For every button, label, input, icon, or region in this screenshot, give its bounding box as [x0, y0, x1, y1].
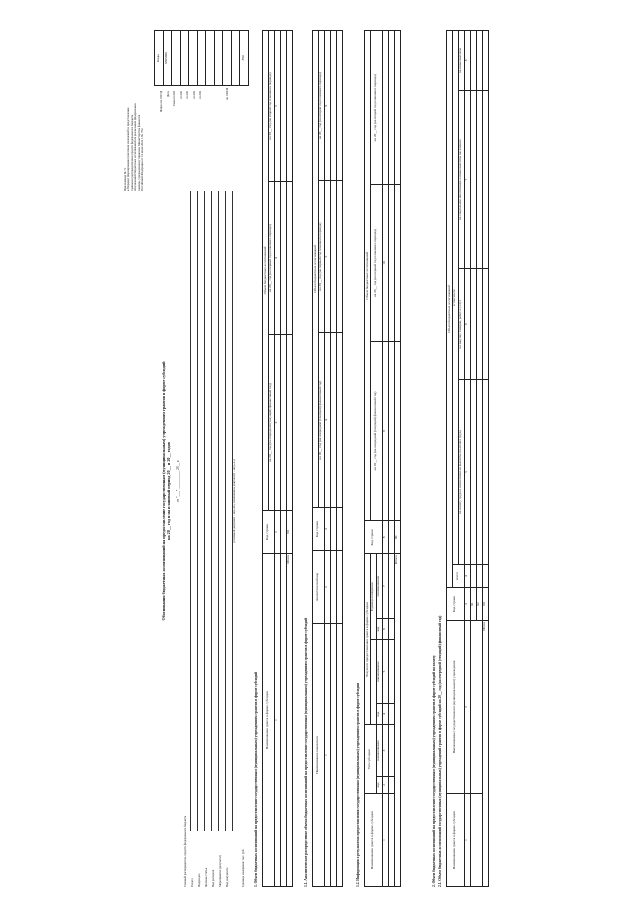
col-number: 8 — [464, 31, 470, 91]
section-1-title: 1. Объем бюджетных ассигнований на предоставление государственным (муниципальным) учреждениям грантов в форме субсидий — [254, 671, 258, 887]
appendix-line: Приложение № 71 — [123, 167, 127, 191]
col-number: 5 — [324, 181, 330, 333]
col-header: Тип субсидии — [365, 725, 377, 794]
col-number: 6 — [464, 269, 470, 379]
table-cell — [336, 624, 342, 887]
col-header: Код строки — [263, 511, 275, 554]
col-number: 1 — [324, 624, 330, 887]
code-cell — [214, 31, 223, 86]
field-label: Вид документа — [225, 867, 229, 887]
col-header: Аналитический код — [313, 551, 325, 624]
col-header: на закупку товаров, работ и услуг — [458, 269, 464, 379]
code-cell — [189, 31, 198, 86]
table-cell — [470, 794, 482, 887]
col-number: 1 — [274, 554, 280, 887]
col-number: 10 — [382, 185, 388, 341]
col-number: 2 — [464, 621, 470, 794]
date-label: Дата — [165, 91, 170, 97]
code-cell — [197, 31, 206, 86]
section-2-1-title: 2.1. Объем бюджетных ассигнований государственных (муниципальных) учреждений грантов в форме субсидий на 20__ год (на очередной (текущий) финансовый год) — [438, 615, 442, 887]
col-header: Код строки — [313, 508, 325, 551]
form-code: 0505686 — [163, 31, 172, 86]
col-header: код — [376, 618, 382, 639]
table-cell — [394, 185, 400, 341]
table-cell — [336, 333, 342, 508]
col-header: наименование — [376, 640, 382, 704]
col-number: 2 — [324, 551, 330, 624]
col-number: 9 — [382, 341, 388, 521]
col-group-header: Результат предоставления гранта в форме субсидии — [365, 554, 371, 725]
col-header: код — [376, 776, 382, 793]
col-group-header: Объем бюджетных ассигнований — [447, 31, 453, 588]
section-1-1-title: 1.1. Аналитическое распределение объема бюджетных ассигнований на предоставление государственным (муниципальным) учреждениям грантов в форме субсидий — [304, 617, 308, 887]
field-underline — [211, 191, 212, 831]
section-2-table — [446, 30, 489, 887]
col-number: 4 — [324, 333, 330, 508]
table-cell — [394, 31, 400, 185]
col-header: Наименование государственного (муниципального) учреждения — [447, 621, 465, 794]
col-header: всего — [452, 565, 464, 588]
field-label: Подраздел — [197, 873, 201, 887]
col-number: 4 — [382, 703, 388, 724]
row-code: 01 — [470, 588, 476, 621]
appendix-note — [124, 31, 145, 191]
col-header: на 20__ год (на очередной (текущий) финансовый год) — [268, 335, 274, 511]
appendix-line: к Порядку формирования (внесения изменений) и представления — [126, 107, 131, 191]
total-code: 90 — [394, 521, 400, 554]
col-number: 5 — [464, 379, 470, 564]
col-number: 2 — [382, 776, 388, 793]
total-code: 90 — [482, 588, 488, 621]
col-number: 6 — [382, 618, 388, 639]
field-label: Вид расходов — [211, 869, 215, 887]
total-label: Итого — [482, 621, 488, 887]
section-1-table — [262, 30, 293, 887]
col-header: на 20__ год (на очередной (текущий) финансовый год) — [318, 333, 324, 508]
header-fields — [184, 737, 233, 887]
col-number: 3 — [464, 588, 470, 621]
section-1-2-table — [364, 30, 401, 887]
vr-label: по БК — [198, 91, 202, 99]
table-cell — [394, 341, 400, 521]
table-cell — [482, 565, 488, 588]
code-cell — [206, 31, 215, 86]
col-number: 1 — [382, 794, 388, 887]
col-header: на 20__ год (на очередной (текущий) финансовый год) — [370, 341, 382, 521]
table-cell — [482, 90, 488, 269]
field-label: Раздел — [190, 878, 194, 887]
table-cell — [286, 182, 292, 335]
table-cell — [336, 508, 342, 551]
col-header: на иные выплаты — [458, 31, 464, 91]
table-cell — [482, 379, 488, 564]
table-cell — [482, 31, 488, 91]
field-underline — [190, 191, 191, 831]
col-header: Единица измерения — [370, 554, 376, 640]
glava-label: Глава по БК — [172, 91, 176, 107]
podrazdel-label: по БК — [185, 91, 189, 99]
total-label: Итого — [286, 554, 292, 887]
okei-label: по ОКЕИ — [225, 88, 229, 101]
field-label: Мероприятие (результат) — [218, 854, 222, 887]
title-line-2: на 20__ год и на плановый период 20__ и 20__ годов — [165, 442, 171, 540]
col-header: на 20__ год (на второй год планового периода) — [318, 31, 324, 181]
appendix-line: законов, утвержденному приказом Министерства финансов — [136, 114, 141, 191]
col-header: Код строки — [365, 521, 383, 554]
code-cell — [180, 31, 189, 86]
table-cell — [286, 31, 292, 182]
table-cell — [336, 181, 342, 333]
table-cell — [470, 621, 482, 794]
field-underline — [218, 191, 219, 831]
code-cell — [172, 31, 181, 86]
date-line: от "___" __________ 20__ г. — [176, 459, 180, 503]
table-cell — [336, 31, 342, 181]
field-underline — [197, 191, 198, 831]
doc-note: (основной документ – код «0»; изменения к документу – код «1») — [232, 459, 236, 543]
field-underline — [204, 191, 205, 831]
table-cell — [336, 551, 342, 624]
section-1-1-table — [312, 30, 343, 887]
col-number: 7 — [464, 90, 470, 269]
total-code: 90 — [286, 511, 292, 554]
rotated-form-sheet — [120, 26, 520, 891]
col-header: на 20__ год (на первый год планового периода) — [318, 181, 324, 333]
col-number: 7 — [382, 554, 388, 618]
col-number: 5 — [382, 640, 388, 704]
col-number: 8 — [382, 521, 388, 554]
col-group-header: в том числе — [452, 31, 458, 565]
col-header: на оплату труда и начисления на выплаты по оплате труда — [458, 379, 464, 564]
document-title — [162, 211, 172, 771]
col-header: на 20__ год (на второй год планового периода) — [370, 31, 382, 185]
col-number: 1 — [464, 794, 470, 887]
field-label: Главный распорядитель средств федерального бюджета — [183, 815, 187, 887]
row-code: 02 — [476, 588, 482, 621]
okei-code: 384 — [240, 31, 249, 86]
col-header: Наименование гранта в форме субсидии — [365, 794, 383, 887]
col-number: 6 — [324, 31, 330, 181]
razdel-label: по БК — [178, 91, 183, 99]
col-number: 5 — [274, 31, 280, 182]
col-group-header: Объем бюджетных ассигнований — [365, 31, 371, 521]
table-cell — [286, 335, 292, 511]
col-group-header: Объем бюджетных ассигнований — [313, 31, 319, 508]
total-label: Итого — [394, 554, 400, 887]
col-number: 3 — [382, 725, 388, 777]
code-cell — [231, 31, 240, 86]
col-number: 4 — [274, 182, 280, 335]
form-code-label: Форма по ОКУД — [159, 91, 163, 113]
title-line-1: Обоснования бюджетных ассигнований на предоставление государственным (муниципальным) учреждениям грантов в форме субсидий — [161, 361, 166, 621]
section-2-title: 2. Объем бюджетных ассигнований на предоставление государственным (муниципальным) учреждениям грантов в форме субсидий на оплату — [432, 655, 436, 887]
col-group-header: Объем бюджетных ассигнований — [263, 31, 269, 511]
table-cell — [482, 269, 488, 379]
col-number: 4 — [464, 565, 470, 588]
codes-labels — [160, 91, 206, 131]
col-header: код — [376, 703, 382, 724]
col-header: на 20__ год (на первый год планового периода) — [370, 185, 382, 341]
col-number: 3 — [324, 508, 330, 551]
col-header: Код строки — [447, 588, 465, 621]
cs-label: по БК — [191, 91, 196, 99]
col-header: на 20__ год (на второй год планового периода) — [268, 31, 274, 182]
col-header: на социальное обеспечение и иные выплаты населению — [458, 90, 464, 269]
col-number: 3 — [274, 335, 280, 511]
col-header: Наименование гранта в форме субсидии — [447, 794, 465, 887]
codes-table — [154, 30, 249, 86]
col-header: Наименование показателя — [313, 624, 325, 887]
section-1-2-title: 1.2. Информация о результатах предоставления государственным (муниципальным) учреждениям грантов в форме субсидии — [356, 682, 360, 887]
col-header: наименование — [376, 725, 382, 777]
col-header: наименование — [376, 554, 382, 618]
appendix-line: обоснований бюджетных ассигнований на реализацию федеральных — [133, 103, 138, 191]
units-label: Единица измерения: тыс. руб. — [241, 848, 245, 887]
col-number: 2 — [274, 511, 280, 554]
col-header: Наименование гранта в форме субсидии — [263, 554, 275, 887]
appendix-line: главными распорядителями средств федерального бюджета — [129, 114, 134, 191]
code-cell — [223, 31, 232, 86]
field-label: Целевая статья — [204, 867, 208, 887]
appendix-line: Российской Федерации от 14 июля 2022 г. № 79н — [140, 128, 145, 191]
col-header: на 20__ год (на первый год планового периода) — [268, 182, 274, 335]
codes-title: Коды — [155, 31, 164, 86]
field-underline — [225, 191, 226, 831]
